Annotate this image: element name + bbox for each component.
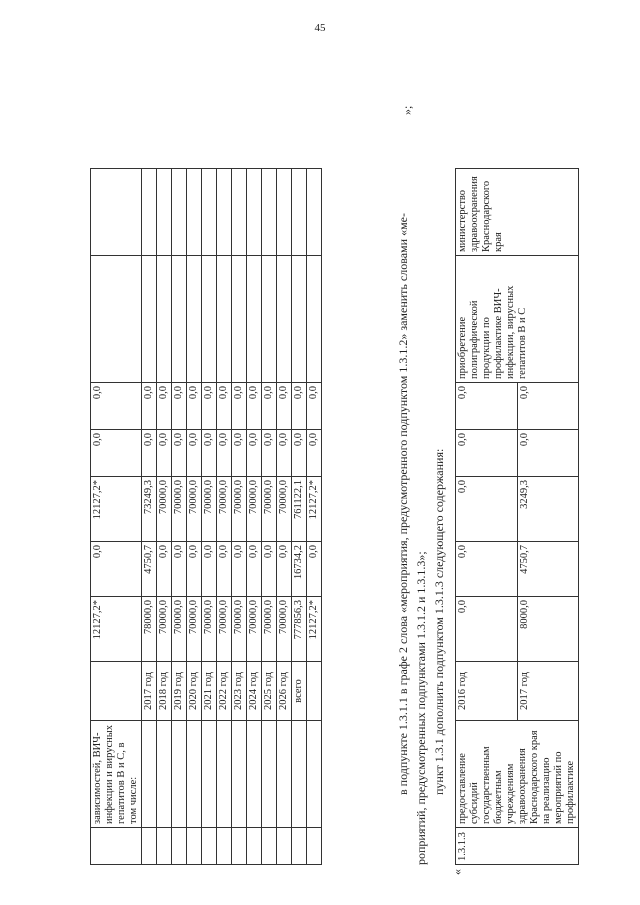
result-cell — [91, 256, 142, 383]
table-row — [142, 169, 157, 865]
year-cell: 2017 год — [142, 662, 157, 721]
value-cell: 70000,0 — [157, 477, 172, 542]
year-cell: 2025 год — [262, 662, 277, 721]
num-cell — [157, 828, 172, 865]
value-cell: 0,0 — [157, 542, 172, 597]
executor-cell — [232, 169, 247, 256]
value-cell: 70000,0 — [217, 477, 232, 542]
desc-cell — [91, 721, 142, 828]
num-cell — [232, 828, 247, 865]
end-quote-mark: »; — [400, 105, 414, 115]
year-cell — [307, 662, 322, 721]
value-cell: 12127,2* — [91, 477, 142, 542]
table-row — [202, 169, 217, 865]
table-row — [91, 169, 142, 865]
num-cell — [91, 828, 142, 865]
desc-cell — [277, 721, 292, 828]
value-cell: 0,0 — [172, 383, 187, 430]
value-cell: 70000,0 — [247, 597, 262, 662]
result-cell — [157, 256, 172, 383]
result-cell — [262, 256, 277, 383]
value-cell: 0,0 — [157, 430, 172, 477]
year-cell: 2023 год — [232, 662, 247, 721]
value-cell: 12127,2* — [91, 597, 142, 662]
executor-cell — [247, 169, 262, 256]
value-cell: 0,0 — [456, 597, 518, 662]
result-cell — [277, 256, 292, 383]
value-cell: 70000,0 — [277, 477, 292, 542]
value-cell: 0,0 — [202, 542, 217, 597]
year-cell: 2024 год — [247, 662, 262, 721]
value-cell: 70000,0 — [157, 597, 172, 662]
table-row — [232, 169, 247, 865]
year-cell: 2021 год — [202, 662, 217, 721]
result-cell: приобретение полиграфической продукции по профилактике ВИЧ-инфекции, вирусных гепатитов В и С — [456, 256, 579, 383]
upper-desc: зависимостей, ВИЧ-инфекции и вирусных гепатитов В и С, в том числе: — [92, 724, 139, 824]
value-cell: 0,0 — [307, 430, 322, 477]
table-row — [157, 169, 172, 865]
executor-cell — [262, 169, 277, 256]
value-cell: 70000,0 — [172, 477, 187, 542]
num-cell — [217, 828, 232, 865]
paragraph-3: пункт 1.3.1 дополнить подпунктом 1.3.1.3 следующего содержания: — [432, 448, 446, 795]
value-cell: 0,0 — [232, 383, 247, 430]
value-cell: 0,0 — [187, 430, 202, 477]
result-cell — [202, 256, 217, 383]
value-cell: 0,0 — [91, 430, 142, 477]
value-cell: 0,0 — [157, 383, 172, 430]
value-cell: 0,0 — [217, 383, 232, 430]
value-cell: 0,0 — [247, 383, 262, 430]
value-cell: 0,0 — [262, 430, 277, 477]
desc-cell — [172, 721, 187, 828]
value-cell: 0,0 — [262, 383, 277, 430]
executor-cell — [202, 169, 217, 256]
result-cell — [292, 256, 307, 383]
value-cell: 0,0 — [202, 383, 217, 430]
value-cell: 0,0 — [262, 542, 277, 597]
value-cell: 70000,0 — [187, 477, 202, 542]
table-row — [277, 169, 292, 865]
open-quote-mark: « — [450, 869, 464, 875]
executor-cell — [277, 169, 292, 256]
year-cell: 2017 год — [517, 662, 579, 721]
result-cell — [232, 256, 247, 383]
desc-cell — [262, 721, 277, 828]
table-row — [217, 169, 232, 865]
value-cell: 70000,0 — [172, 597, 187, 662]
value-cell: 0,0 — [217, 430, 232, 477]
value-cell: 70000,0 — [232, 597, 247, 662]
result-cell — [172, 256, 187, 383]
year-cell: 2016 год — [456, 662, 518, 721]
page-number: 45 — [314, 22, 326, 34]
result-cell — [307, 256, 322, 383]
desc-cell — [217, 721, 232, 828]
desc-cell: предоставление субсидий государственным бюджетным учреждениям здравоохранения Краснодарского края на реализацию мероприятий по профилактике — [456, 721, 579, 828]
year-cell: 2022 год — [217, 662, 232, 721]
value-cell: 4750,7 — [142, 542, 157, 597]
value-cell: 70000,0 — [277, 597, 292, 662]
value-cell: 0,0 — [517, 430, 579, 477]
executor-cell — [172, 169, 187, 256]
value-cell: 0,0 — [172, 542, 187, 597]
desc-cell — [187, 721, 202, 828]
num-cell: 1.3.1.3 — [456, 828, 579, 865]
lower-table — [455, 168, 579, 865]
value-cell: 12127,2* — [307, 597, 322, 662]
value-cell: 70000,0 — [202, 477, 217, 542]
value-cell: 0,0 — [292, 383, 307, 430]
value-cell: 70000,0 — [202, 597, 217, 662]
value-cell: 0,0 — [456, 542, 518, 597]
value-cell: 0,0 — [456, 383, 518, 430]
executor-cell — [91, 169, 142, 256]
year-cell: 2019 год — [172, 662, 187, 721]
paragraph-1: в подпункте 1.3.1.1 в графе 2 слова «мероприятия, предусмотренного подпунктом 1.3.1.2» заменить словами «ме- — [396, 213, 410, 795]
executor-cell: министерство здравоохранения Краснодарского края — [456, 169, 579, 256]
value-cell: 0,0 — [232, 542, 247, 597]
value-cell: 70000,0 — [247, 477, 262, 542]
executor-cell — [307, 169, 322, 256]
value-cell: 0,0 — [456, 430, 518, 477]
desc-cell — [142, 721, 157, 828]
table-row — [307, 169, 322, 865]
desc-cell — [202, 721, 217, 828]
value-cell: 0,0 — [247, 542, 262, 597]
table-row — [262, 169, 277, 865]
value-cell: 761122,1 — [292, 477, 307, 542]
year-cell: 2018 год — [157, 662, 172, 721]
executor-cell — [187, 169, 202, 256]
value-cell: 70000,0 — [262, 597, 277, 662]
value-cell: 16734,2 — [292, 542, 307, 597]
num-cell — [202, 828, 217, 865]
num-cell — [172, 828, 187, 865]
table-row — [456, 169, 518, 865]
value-cell: 0,0 — [277, 383, 292, 430]
desc-cell — [247, 721, 262, 828]
value-cell: 0,0 — [277, 430, 292, 477]
value-cell: 0,0 — [277, 542, 292, 597]
num-cell — [307, 828, 322, 865]
value-cell: 70000,0 — [217, 597, 232, 662]
paragraph-2: роприятий, предусмотренных подпунктами 1.3.1.2 и 1.3.1.3»; — [414, 551, 428, 865]
desc-cell — [307, 721, 322, 828]
value-cell: 0,0 — [187, 383, 202, 430]
value-cell: 3249,3 — [517, 477, 579, 542]
desc-cell — [157, 721, 172, 828]
value-cell: 70000,0 — [187, 597, 202, 662]
num-cell — [247, 828, 262, 865]
num-cell — [262, 828, 277, 865]
table-row — [172, 169, 187, 865]
executor-cell — [292, 169, 307, 256]
desc-cell — [292, 721, 307, 828]
executor-cell — [217, 169, 232, 256]
num-cell — [142, 828, 157, 865]
year-cell: 2020 год — [187, 662, 202, 721]
upper-table — [90, 168, 322, 865]
value-cell: 0,0 — [91, 542, 142, 597]
executor-cell — [157, 169, 172, 256]
value-cell: 0,0 — [247, 430, 262, 477]
value-cell: 0,0 — [172, 430, 187, 477]
executor-cell — [142, 169, 157, 256]
value-cell: 0,0 — [307, 542, 322, 597]
value-cell: 0,0 — [307, 383, 322, 430]
value-cell: 0,0 — [217, 542, 232, 597]
result-cell — [187, 256, 202, 383]
value-cell: 0,0 — [456, 477, 518, 542]
value-cell: 8000,0 — [517, 597, 579, 662]
value-cell: 0,0 — [232, 430, 247, 477]
result-cell — [247, 256, 262, 383]
table-row — [292, 169, 307, 865]
num-cell — [187, 828, 202, 865]
value-cell: 4750,7 — [517, 542, 579, 597]
value-cell: 0,0 — [202, 430, 217, 477]
year-cell — [91, 662, 142, 721]
value-cell: 0,0 — [142, 383, 157, 430]
value-cell: 70000,0 — [262, 477, 277, 542]
year-cell: 2026 год — [277, 662, 292, 721]
value-cell: 0,0 — [517, 383, 579, 430]
result-cell — [142, 256, 157, 383]
value-cell: 70000,0 — [232, 477, 247, 542]
table-row — [187, 169, 202, 865]
value-cell: 777856,3 — [292, 597, 307, 662]
value-cell: 73249,3 — [142, 477, 157, 542]
num-cell — [277, 828, 292, 865]
table-row — [247, 169, 262, 865]
value-cell: 0,0 — [142, 430, 157, 477]
value-cell: 0,0 — [292, 430, 307, 477]
value-cell: 0,0 — [187, 542, 202, 597]
value-cell: 0,0 — [91, 383, 142, 430]
num-cell — [292, 828, 307, 865]
desc-cell — [232, 721, 247, 828]
result-cell — [217, 256, 232, 383]
year-cell: всего — [292, 662, 307, 721]
value-cell: 12127,2* — [307, 477, 322, 542]
value-cell: 78000,0 — [142, 597, 157, 662]
